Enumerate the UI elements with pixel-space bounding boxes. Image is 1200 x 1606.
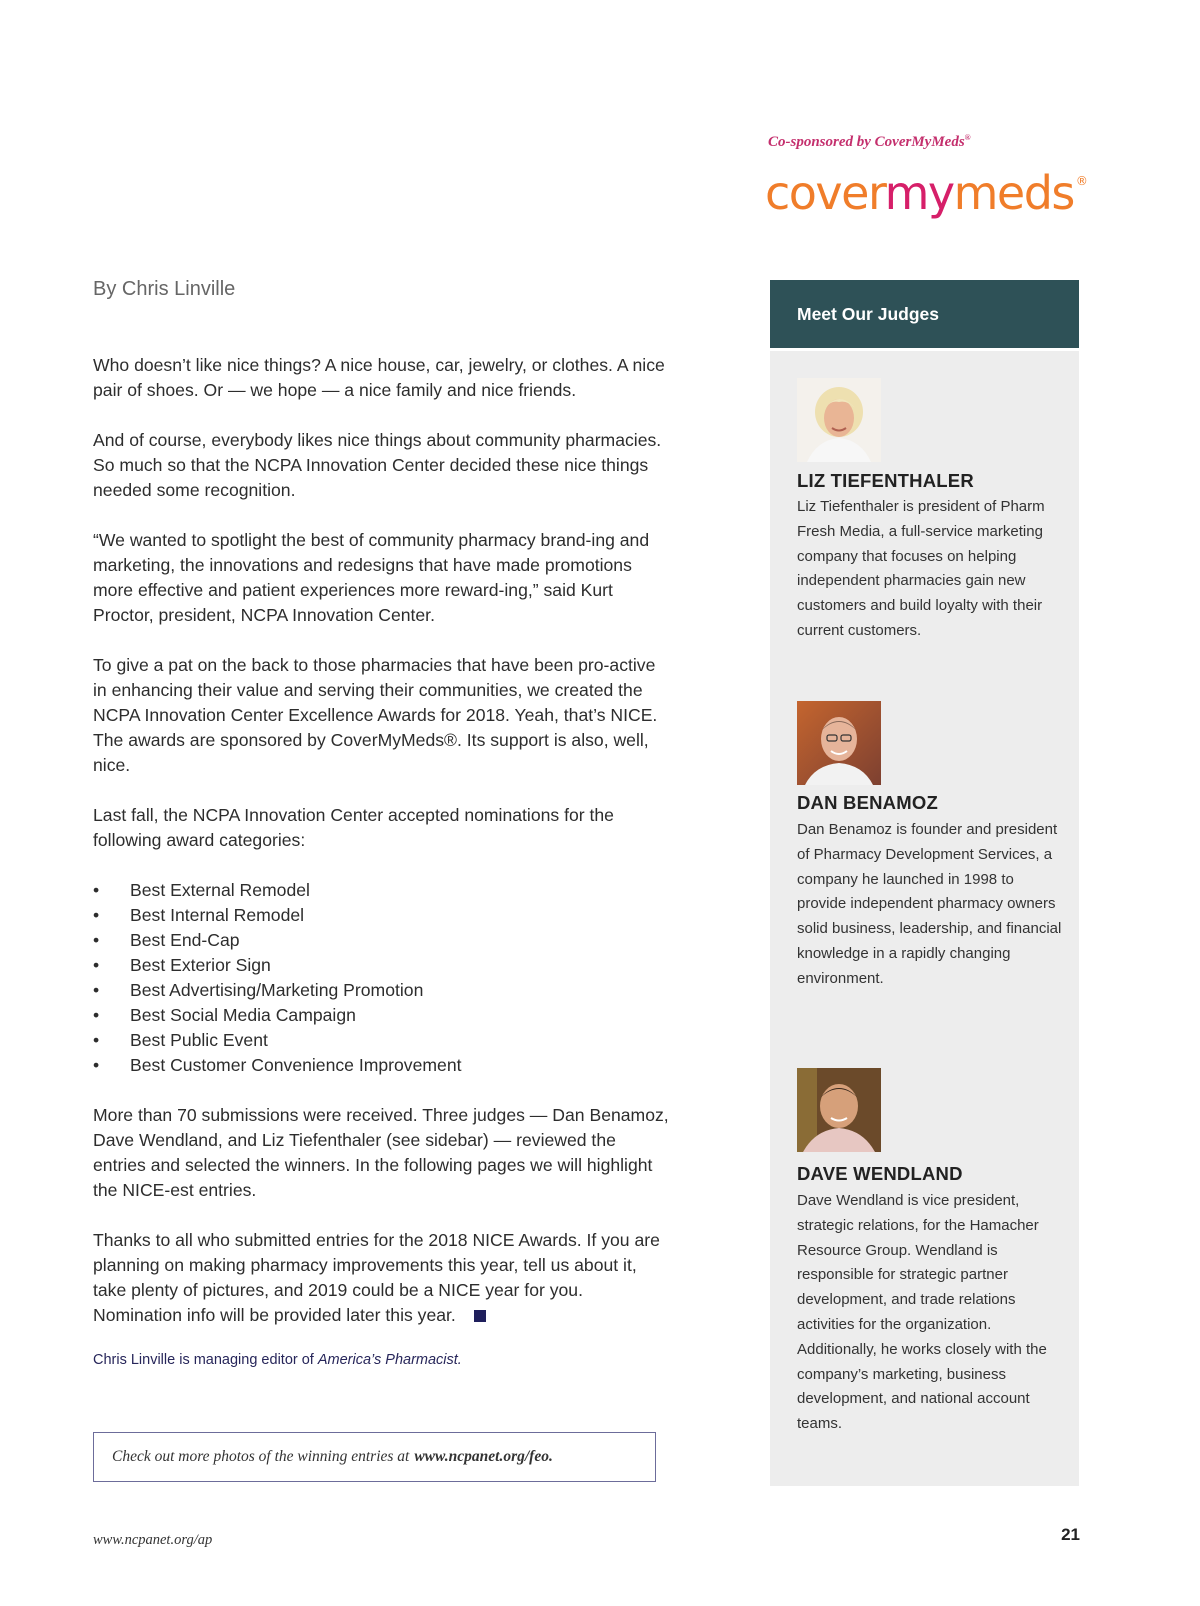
- list-item: • Best Social Media Campaign: [93, 1005, 356, 1025]
- paragraph-final: Thanks to all who submitted entries for the 2018 NICE Awards. If you are planning on making pharmacy improvements this year, tell us about it, take plenty of pictures, and 2019 could be a NICE year for you. Nomination info will be provided later this year.: [93, 1230, 660, 1325]
- judges-sidebar: [770, 280, 1079, 1486]
- judge-photo-dan-benamoz: [797, 701, 881, 785]
- paragraph: Last fall, the NCPA Innovation Center accepted nominations for the following award categories:: [93, 805, 614, 850]
- award-categories-list: [93, 878, 671, 1078]
- list-item: • Best End-Cap: [93, 930, 240, 950]
- logo-registered-mark: ®: [1075, 174, 1087, 188]
- sponsor-line-mark: ®: [964, 133, 971, 142]
- judge-bio: Dan Benamoz is founder and president of Pharmacy Development Services, a company he launched in 1998 to provide independent pharmacy owners solid business, leadership, and financial knowledge in a rapidly changing environment.: [797, 821, 1062, 987]
- list-item: • Best Internal Remodel: [93, 905, 305, 925]
- judge-name: LIZ TIEFENTHALER: [797, 470, 974, 491]
- paragraph: And of course, everybody likes nice things about community pharmacies. So much so that the NCPA Innovation Center decided these nice things needed some recognition.: [93, 430, 662, 500]
- callout-link[interactable]: www.ncpanet.org/feo.: [414, 1448, 553, 1465]
- list-item: • Best External Remodel: [93, 880, 310, 900]
- logo-word-cover: cover: [765, 166, 885, 220]
- paragraph: Who doesn’t like nice things? A nice house, car, jewelry, or clothes. A nice pair of shoes. Or — we hope — a nice family and nice friends.: [93, 355, 665, 400]
- photos-callout-box: [93, 1432, 656, 1482]
- judge-photo-liz-tiefenthaler: [797, 378, 881, 462]
- logo-word-my: my: [884, 166, 954, 220]
- judge-name: DAVE WENDLAND: [797, 1163, 963, 1184]
- paragraph: “We wanted to spotlight the best of community pharmacy brand-ing and marketing, the innovations and redesigns that have made promotions more effective and patient experiences more reward-ing,” said Kurt Proctor, president, NCPA Innovation Center.: [93, 530, 650, 625]
- list-item: • Best Customer Convenience Improvement: [93, 1055, 462, 1075]
- list-item: • Best Advertising/Marketing Promotion: [93, 980, 424, 1000]
- judge-photo-dave-wendland: [797, 1068, 881, 1152]
- sponsor-line-text: Co-sponsored by CoverMyMeds: [768, 134, 965, 150]
- article-body: [93, 353, 671, 1353]
- judge-bio: Dave Wendland is vice president, strategic relations, for the Hamacher Resource Group. Wendland is responsible for strategic partner development, and trade relations activities for the organization. Additionally, he works closely with the company’s marketing, business development, and national account teams.: [797, 1192, 1047, 1433]
- end-mark-icon: [474, 1310, 486, 1322]
- publication-name: America’s Pharmacist.: [317, 1352, 462, 1368]
- logo-word-meds: meds: [953, 166, 1074, 220]
- paragraph: To give a pat on the back to those pharmacies that have been pro-active in enhancing their value and serving their communities, we created the NCPA Innovation Center Excellence Awards for 2018. Yeah, that’s NICE. The awards are sponsored by CoverMyMeds®. Its support is also, well, nice.: [93, 655, 658, 775]
- sidebar-title: Meet Our Judges: [770, 280, 1079, 348]
- author-note: Chris Linville is managing editor of America’s Pharmacist.: [93, 1352, 462, 1368]
- paragraph: More than 70 submissions were received. Three judges — Dan Benamoz, Dave Wendland, and Liz Tiefenthaler (see sidebar) — reviewed the entries and selected the winners. In the following pages we will highlight the NICE-est entries.: [93, 1105, 669, 1200]
- byline: By Chris Linville: [93, 278, 236, 300]
- judge-name: DAN BENAMOZ: [797, 792, 938, 813]
- footer-url[interactable]: www.ncpanet.org/ap: [93, 1532, 213, 1548]
- judge-bio: Liz Tiefenthaler is president of Pharm Fresh Media, a full-service marketing company that focuses on helping independent pharmacies gain new customers and build loyalty with their current customers.: [797, 498, 1045, 639]
- list-item: • Best Public Event: [93, 1030, 268, 1050]
- callout-text: Check out more photos of the winning entries at: [112, 1448, 410, 1465]
- page-number: 21: [1061, 1525, 1080, 1544]
- list-item: • Best Exterior Sign: [93, 955, 271, 975]
- covermymeds-logo: [765, 146, 1087, 220]
